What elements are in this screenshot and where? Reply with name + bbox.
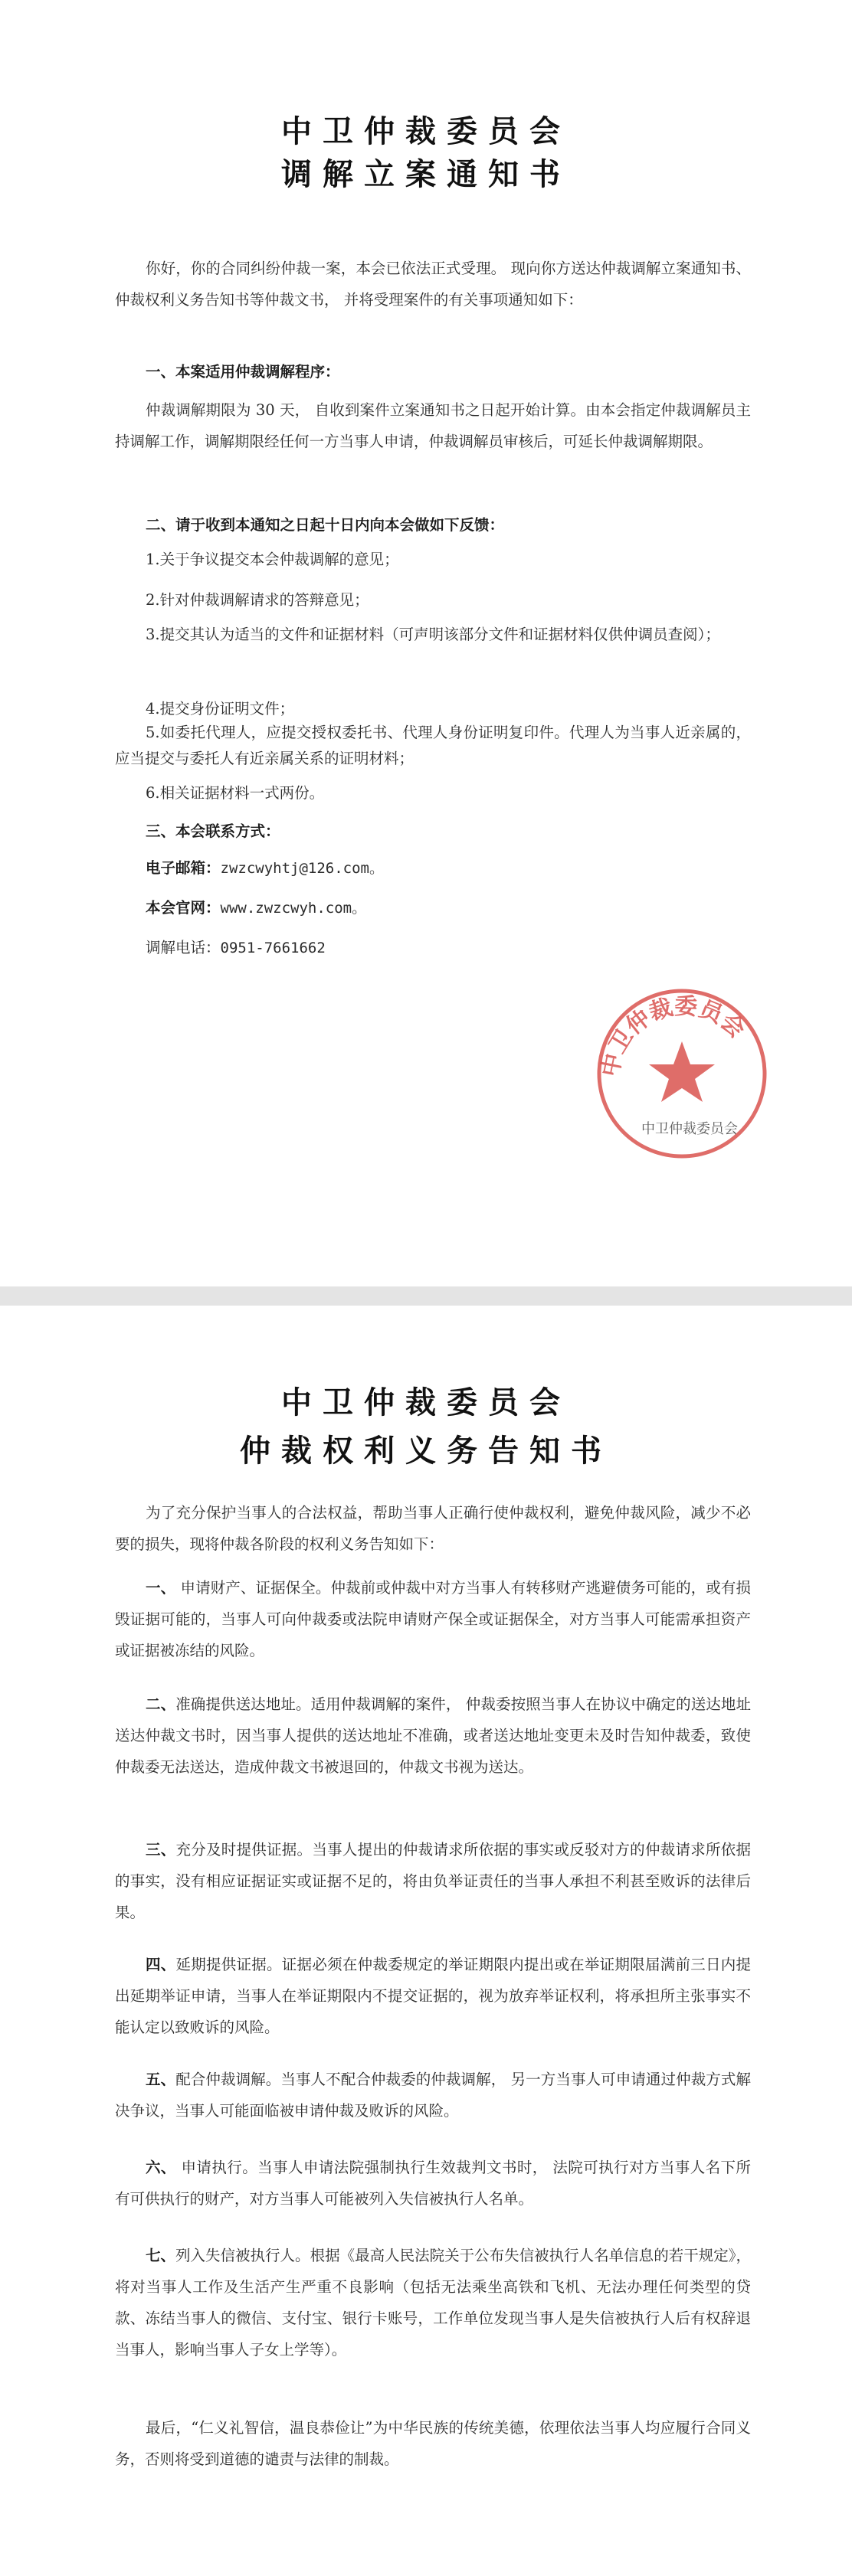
section-paragraph <box>115 2152 751 2215</box>
section-head: 四、 <box>146 1956 176 1973</box>
org-title: 中卫仲裁委员会 <box>281 113 571 149</box>
list-item: 1.关于争议提交本会仲裁调解的意见； <box>146 551 399 568</box>
official-seal <box>590 982 774 1165</box>
doc-title: 仲裁权利义务告知书 <box>240 1433 612 1469</box>
section-paragraph <box>115 1572 751 1666</box>
closing-paragraph: 最后，“仁义礼智信，温良恭俭让”为中华民族的传统美德，依理依法当事人均应履行合同义务，否则将受到道德的谴责与法律的制裁。 <box>115 2419 751 2468</box>
section-head: 六、 <box>146 2159 176 2176</box>
phone-label: 调解电话： <box>146 939 221 956</box>
page-separator <box>0 1286 852 1306</box>
list-item: 4.提交身份证明文件； <box>146 700 295 718</box>
section-body: 准确提供送达地址。适用仲裁调解的案件， 仲裁委按照当事人在协议中确定的送达地址送达仲裁文书时，因当事人提供的送达地址不准确，或者送达地址变更未及时告知仲裁委，致使仲裁委无法送达，造成仲裁文书被退回的，仲裁文书视为送达。 <box>115 1695 751 1776</box>
doc-title: 调解立案通知书 <box>281 156 571 192</box>
list-item: 2.针对仲裁调解请求的答辩意见； <box>146 591 369 609</box>
section-head: 七、 <box>146 2247 176 2264</box>
phone-row <box>146 936 759 960</box>
section-head: 一、 <box>146 1579 176 1597</box>
section-paragraph <box>115 1834 751 1928</box>
section-paragraph <box>115 2064 751 2127</box>
website-label: 本会官网： <box>146 899 221 917</box>
section-body: 延期提供证据。证据必须在仲裁委规定的举证期限内提出或在举证期限届满前三日内提出延期举证申请，当事人在举证期限内不提交证据的，视为放弃举证权利，将承担所主张事实不能认定以致败诉的风险。 <box>115 1956 751 2036</box>
section-head: 二、 <box>146 1695 176 1713</box>
list-item: 6.相关证据材料一式两份。 <box>146 784 325 802</box>
section-paragraph <box>115 1949 751 2043</box>
list-item: 3.提交其认为适当的文件和证据材料（可声明该部分文件和证据材料仅供仲调员查阅）； <box>146 626 720 643</box>
email-label: 电子邮箱： <box>146 859 221 877</box>
list-item: 5.如委托代理人，应提交授权委托书、代理人身份证明复印件。代理人为当事人近亲属的，应当提交与委托人有近亲属关系的证明材料； <box>115 724 751 767</box>
section-body: 配合仲裁调解。当事人不配合仲裁委的仲裁调解， 另一方当事人可申请通过仲裁方式解决争议，当事人可能面临被申请仲裁及败诉的风险。 <box>115 2071 751 2120</box>
seal-ring-text: 中卫仲裁委员会 <box>597 992 750 1080</box>
section-body: 充分及时提供证据。当事人提出的仲裁请求所依据的事实或反驳对方的仲裁请求所依据的事实，没有相应证据证实或证据不足的，将由负举证责任的当事人承担不利甚至败诉的法律后果。 <box>115 1841 751 1921</box>
org-title: 中卫仲裁委员会 <box>281 1384 571 1420</box>
seal-inner-text: 中卫仲裁委员会 <box>641 1121 738 1137</box>
section-body: 列入失信被执行人。根据《最高人民法院关于公布失信被执行人名单信息的若干规定》，将对当事人工作及生活产生严重不良影响（包括无法乘坐高铁和飞机、无法办理任何类型的贷款、冻结当事人的微信、支付宝、银行卡账号，工作单位发现当事人是失信被执行人后有权辞退当事人，影响当事人子女上学等）。 <box>115 2247 751 2359</box>
email-row <box>146 856 759 881</box>
phone-value: 0951-7661662 <box>220 940 326 956</box>
website-row <box>146 896 759 920</box>
section-head: 五、 <box>146 2071 176 2088</box>
section1-body: 仲裁调解期限为 30 天， 自收到案件立案通知书之日起开始计算。由本会指定仲裁调解员主持调解工作，调解期限经任何一方当事人申请，仲裁调解员审核后，可延长仲裁调解期限。 <box>115 401 751 450</box>
section-paragraph <box>115 2240 751 2365</box>
section-body: 申请执行。当事人申请法院强制执行生效裁判文书时， 法院可执行对方当事人名下所有可供执行的财产，对方当事人可能被列入失信被执行人名单。 <box>115 2159 751 2208</box>
rights-page <box>0 1306 852 2576</box>
seal-star-icon <box>649 1041 715 1102</box>
section-head: 三、 <box>146 1841 176 1858</box>
intro-paragraph: 为了充分保护当事人的合法权益，帮助当事人正确行使仲裁权利，避免仲裁风险，减少不必要的损失，现将仲裁各阶段的权利义务告知如下： <box>115 1504 751 1553</box>
section-body: 申请财产、证据保全。仲裁前或仲裁中对方当事人有转移财产逃避债务可能的，或有损毁证据可能的，当事人可向仲裁委或法院申请财产保全或证据保全，对方当事人可能需承担资产或证据被冻结的风险。 <box>115 1579 751 1659</box>
section-paragraph <box>115 1688 751 1783</box>
email-value: zwzcwyhtj@126.com。 <box>220 860 384 877</box>
section2-heading: 二、请于收到本通知之日起十日内向本会做如下反馈： <box>146 516 505 534</box>
notice-page <box>0 0 852 1286</box>
website-value: www.zwzcwyh.com。 <box>220 900 367 917</box>
section1-heading: 一、本案适用仲裁调解程序： <box>146 363 340 381</box>
intro-paragraph: 你好，你的合同纠纷仲裁一案，本会已依法正式受理。 现向你方送达仲裁调解立案通知书、仲裁权利义务告知书等仲裁文书， 并将受理案件的有关事项通知如下： <box>115 260 751 309</box>
section3-heading: 三、本会联系方式： <box>146 822 280 840</box>
